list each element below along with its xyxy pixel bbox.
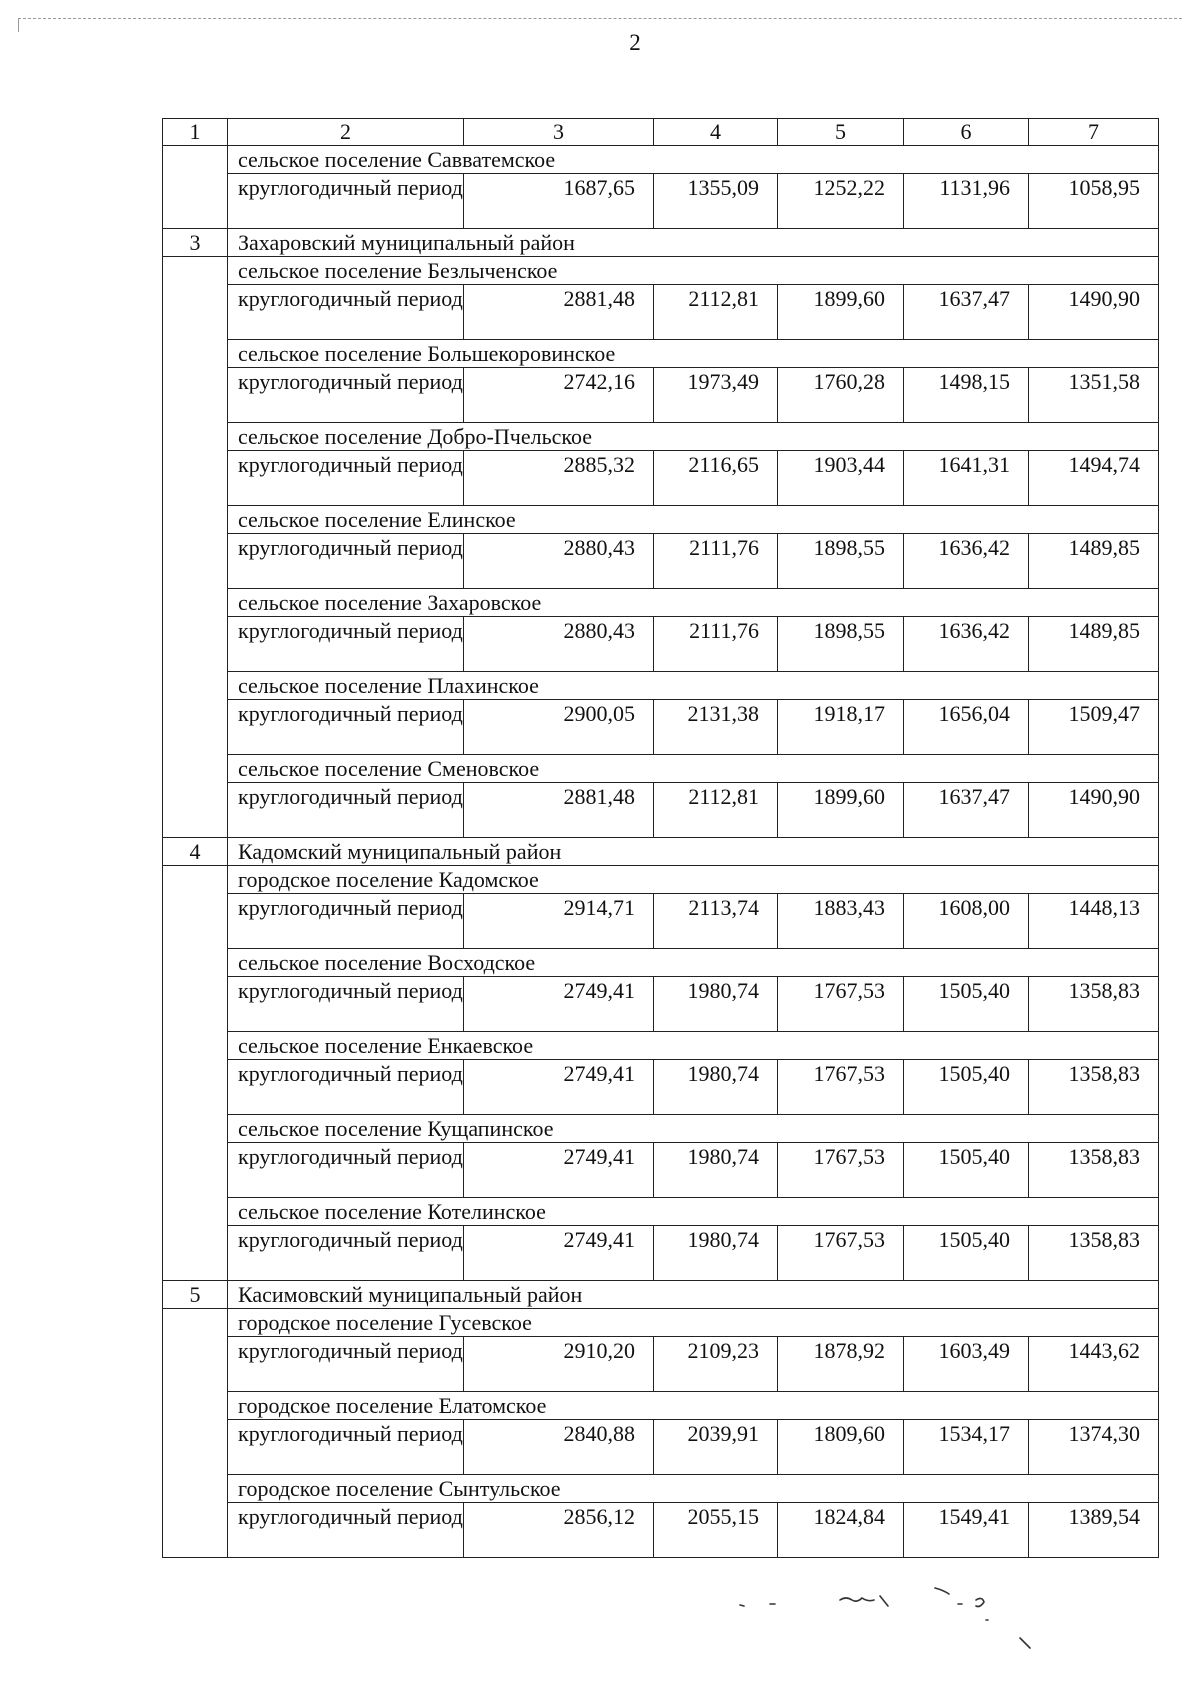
value-col-5: 1809,60	[778, 1420, 904, 1475]
district-name: Касимовский муниципальный район	[228, 1281, 1159, 1309]
settlement-name: сельское поселение Восходское	[228, 949, 1159, 977]
value-col-3: 2742,16	[464, 368, 654, 423]
value-col-3: 1687,65	[464, 174, 654, 229]
values-row	[163, 1060, 1159, 1115]
values-row	[163, 1143, 1159, 1198]
value-col-7: 1489,85	[1029, 534, 1159, 589]
period-label: круглогодичный период	[228, 174, 464, 229]
settlement-row	[163, 1475, 1159, 1503]
settlement-name: городское поселение Сынтульское	[228, 1475, 1159, 1503]
value-col-5: 1903,44	[778, 451, 904, 506]
settlement-row	[163, 589, 1159, 617]
value-col-6: 1131,96	[904, 174, 1029, 229]
scan-border-line	[18, 18, 1182, 19]
settlement-row	[163, 949, 1159, 977]
settlement-name: сельское поселение Плахинское	[228, 672, 1159, 700]
value-col-5: 1760,28	[778, 368, 904, 423]
value-col-6: 1637,47	[904, 285, 1029, 340]
value-col-5: 1767,53	[778, 1226, 904, 1281]
header-row	[163, 119, 1159, 146]
value-col-4: 2113,74	[654, 894, 778, 949]
values-row	[163, 451, 1159, 506]
value-col-3: 2880,43	[464, 534, 654, 589]
value-col-6: 1636,42	[904, 617, 1029, 672]
value-col-4: 1980,74	[654, 1060, 778, 1115]
district-row	[163, 838, 1159, 866]
value-col-3: 2910,20	[464, 1337, 654, 1392]
settlement-name: городское поселение Кадомское	[228, 866, 1159, 894]
values-row	[163, 894, 1159, 949]
value-col-5: 1878,92	[778, 1337, 904, 1392]
value-col-5: 1898,55	[778, 617, 904, 672]
value-col-4: 2055,15	[654, 1503, 778, 1558]
value-col-4: 1980,74	[654, 1143, 778, 1198]
values-row	[163, 1337, 1159, 1392]
value-col-3: 2914,71	[464, 894, 654, 949]
period-label: круглогодичный период	[228, 534, 464, 589]
value-col-7: 1489,85	[1029, 617, 1159, 672]
value-col-6: 1636,42	[904, 534, 1029, 589]
values-row	[163, 783, 1159, 838]
settlement-row	[163, 1198, 1159, 1226]
value-col-7: 1358,83	[1029, 977, 1159, 1032]
row-number-cell	[163, 866, 228, 1281]
value-col-6: 1549,41	[904, 1503, 1029, 1558]
row-number-cell	[163, 146, 228, 229]
values-row	[163, 1226, 1159, 1281]
value-col-3: 2881,48	[464, 783, 654, 838]
row-number-cell: 3	[163, 229, 228, 257]
value-col-6: 1505,40	[904, 977, 1029, 1032]
header-cell-6: 6	[904, 119, 1029, 146]
value-col-6: 1641,31	[904, 451, 1029, 506]
value-col-6: 1505,40	[904, 1226, 1029, 1281]
value-col-7: 1494,74	[1029, 451, 1159, 506]
settlement-row	[163, 423, 1159, 451]
value-col-6: 1505,40	[904, 1060, 1029, 1115]
district-row	[163, 229, 1159, 257]
value-col-7: 1358,83	[1029, 1226, 1159, 1281]
value-col-5: 1252,22	[778, 174, 904, 229]
value-col-5: 1767,53	[778, 1060, 904, 1115]
values-row	[163, 534, 1159, 589]
value-col-4: 2039,91	[654, 1420, 778, 1475]
period-label: круглогодичный период	[228, 1143, 464, 1198]
header-cell-2: 2	[228, 119, 464, 146]
value-col-4: 2116,65	[654, 451, 778, 506]
value-col-3: 2885,32	[464, 451, 654, 506]
settlement-row	[163, 506, 1159, 534]
value-col-3: 2856,12	[464, 1503, 654, 1558]
value-col-5: 1899,60	[778, 285, 904, 340]
settlement-row	[163, 1032, 1159, 1060]
values-row	[163, 617, 1159, 672]
value-col-4: 1973,49	[654, 368, 778, 423]
settlement-name: городское поселение Елатомское	[228, 1392, 1159, 1420]
value-col-7: 1509,47	[1029, 700, 1159, 755]
value-col-5: 1767,53	[778, 977, 904, 1032]
values-row	[163, 977, 1159, 1032]
period-label: круглогодичный период	[228, 977, 464, 1032]
period-label: круглогодичный период	[228, 1503, 464, 1558]
value-col-6: 1608,00	[904, 894, 1029, 949]
period-label: круглогодичный период	[228, 1420, 464, 1475]
value-col-7: 1351,58	[1029, 368, 1159, 423]
period-label: круглогодичный период	[228, 451, 464, 506]
value-col-7: 1389,54	[1029, 1503, 1159, 1558]
settlement-row	[163, 1115, 1159, 1143]
value-col-7: 1374,30	[1029, 1420, 1159, 1475]
value-col-3: 2749,41	[464, 1060, 654, 1115]
settlement-name: городское поселение Гусевское	[228, 1309, 1159, 1337]
scan-pen-marks	[730, 1560, 1130, 1680]
settlement-name: сельское поселение Безлыченское	[228, 257, 1159, 285]
header-cell-4: 4	[654, 119, 778, 146]
header-cell-7: 7	[1029, 119, 1159, 146]
period-label: круглогодичный период	[228, 617, 464, 672]
value-col-4: 2112,81	[654, 783, 778, 838]
header-cell-5: 5	[778, 119, 904, 146]
period-label: круглогодичный период	[228, 1060, 464, 1115]
period-label: круглогодичный период	[228, 783, 464, 838]
value-col-7: 1358,83	[1029, 1060, 1159, 1115]
period-label: круглогодичный период	[228, 285, 464, 340]
district-row	[163, 1281, 1159, 1309]
value-col-6: 1603,49	[904, 1337, 1029, 1392]
value-col-7: 1490,90	[1029, 783, 1159, 838]
values-row	[163, 700, 1159, 755]
value-col-4: 1355,09	[654, 174, 778, 229]
row-number-cell: 4	[163, 838, 228, 866]
value-col-3: 2749,41	[464, 977, 654, 1032]
period-label: круглогодичный период	[228, 1226, 464, 1281]
settlement-row	[163, 866, 1159, 894]
period-label: круглогодичный период	[228, 368, 464, 423]
district-name: Кадомский муниципальный район	[228, 838, 1159, 866]
values-row	[163, 1420, 1159, 1475]
settlement-name: сельское поселение Котелинское	[228, 1198, 1159, 1226]
value-col-6: 1637,47	[904, 783, 1029, 838]
settlement-row	[163, 672, 1159, 700]
settlement-name: сельское поселение Савватемское	[228, 146, 1159, 174]
value-col-7: 1448,13	[1029, 894, 1159, 949]
value-col-6: 1498,15	[904, 368, 1029, 423]
values-row	[163, 174, 1159, 229]
value-col-4: 2109,23	[654, 1337, 778, 1392]
value-col-3: 2749,41	[464, 1143, 654, 1198]
settlement-row	[163, 340, 1159, 368]
settlement-name: сельское поселение Захаровское	[228, 589, 1159, 617]
value-col-5: 1883,43	[778, 894, 904, 949]
settlement-row	[163, 146, 1159, 174]
settlement-name: сельское поселение Енкаевское	[228, 1032, 1159, 1060]
value-col-4: 2131,38	[654, 700, 778, 755]
header-cell-1: 1	[163, 119, 228, 146]
row-number-cell	[163, 1309, 228, 1558]
value-col-4: 1980,74	[654, 977, 778, 1032]
value-col-7: 1358,83	[1029, 1143, 1159, 1198]
row-number-cell	[163, 257, 228, 838]
value-col-3: 2749,41	[464, 1226, 654, 1281]
value-col-6: 1505,40	[904, 1143, 1029, 1198]
value-col-4: 2111,76	[654, 617, 778, 672]
value-col-6: 1534,17	[904, 1420, 1029, 1475]
settlement-row	[163, 755, 1159, 783]
period-label: круглогодичный период	[228, 1337, 464, 1392]
value-col-5: 1899,60	[778, 783, 904, 838]
period-label: круглогодичный период	[228, 894, 464, 949]
row-number-cell: 5	[163, 1281, 228, 1309]
value-col-4: 2111,76	[654, 534, 778, 589]
values-row	[163, 1503, 1159, 1558]
settlement-name: сельское поселение Добро-Пчельское	[228, 423, 1159, 451]
value-col-3: 2880,43	[464, 617, 654, 672]
page-number: 2	[629, 30, 641, 55]
settlement-row	[163, 1392, 1159, 1420]
settlement-name: сельское поселение Сменовское	[228, 755, 1159, 783]
value-col-7: 1058,95	[1029, 174, 1159, 229]
settlement-row	[163, 257, 1159, 285]
value-col-7: 1443,62	[1029, 1337, 1159, 1392]
district-name: Захаровский муниципальный район	[228, 229, 1159, 257]
value-col-7: 1490,90	[1029, 285, 1159, 340]
settlement-name: сельское поселение Большекоровинское	[228, 340, 1159, 368]
value-col-4: 1980,74	[654, 1226, 778, 1281]
value-col-4: 2112,81	[654, 285, 778, 340]
settlement-name: сельское поселение Кущапинское	[228, 1115, 1159, 1143]
value-col-5: 1824,84	[778, 1503, 904, 1558]
period-label: круглогодичный период	[228, 700, 464, 755]
value-col-5: 1898,55	[778, 534, 904, 589]
tariff-table	[162, 118, 1159, 1558]
values-row	[163, 285, 1159, 340]
value-col-3: 2881,48	[464, 285, 654, 340]
value-col-6: 1656,04	[904, 700, 1029, 755]
value-col-5: 1767,53	[778, 1143, 904, 1198]
value-col-5: 1918,17	[778, 700, 904, 755]
value-col-3: 2840,88	[464, 1420, 654, 1475]
settlement-name: сельское поселение Елинское	[228, 506, 1159, 534]
settlement-row	[163, 1309, 1159, 1337]
values-row	[163, 368, 1159, 423]
header-cell-3: 3	[464, 119, 654, 146]
value-col-3: 2900,05	[464, 700, 654, 755]
